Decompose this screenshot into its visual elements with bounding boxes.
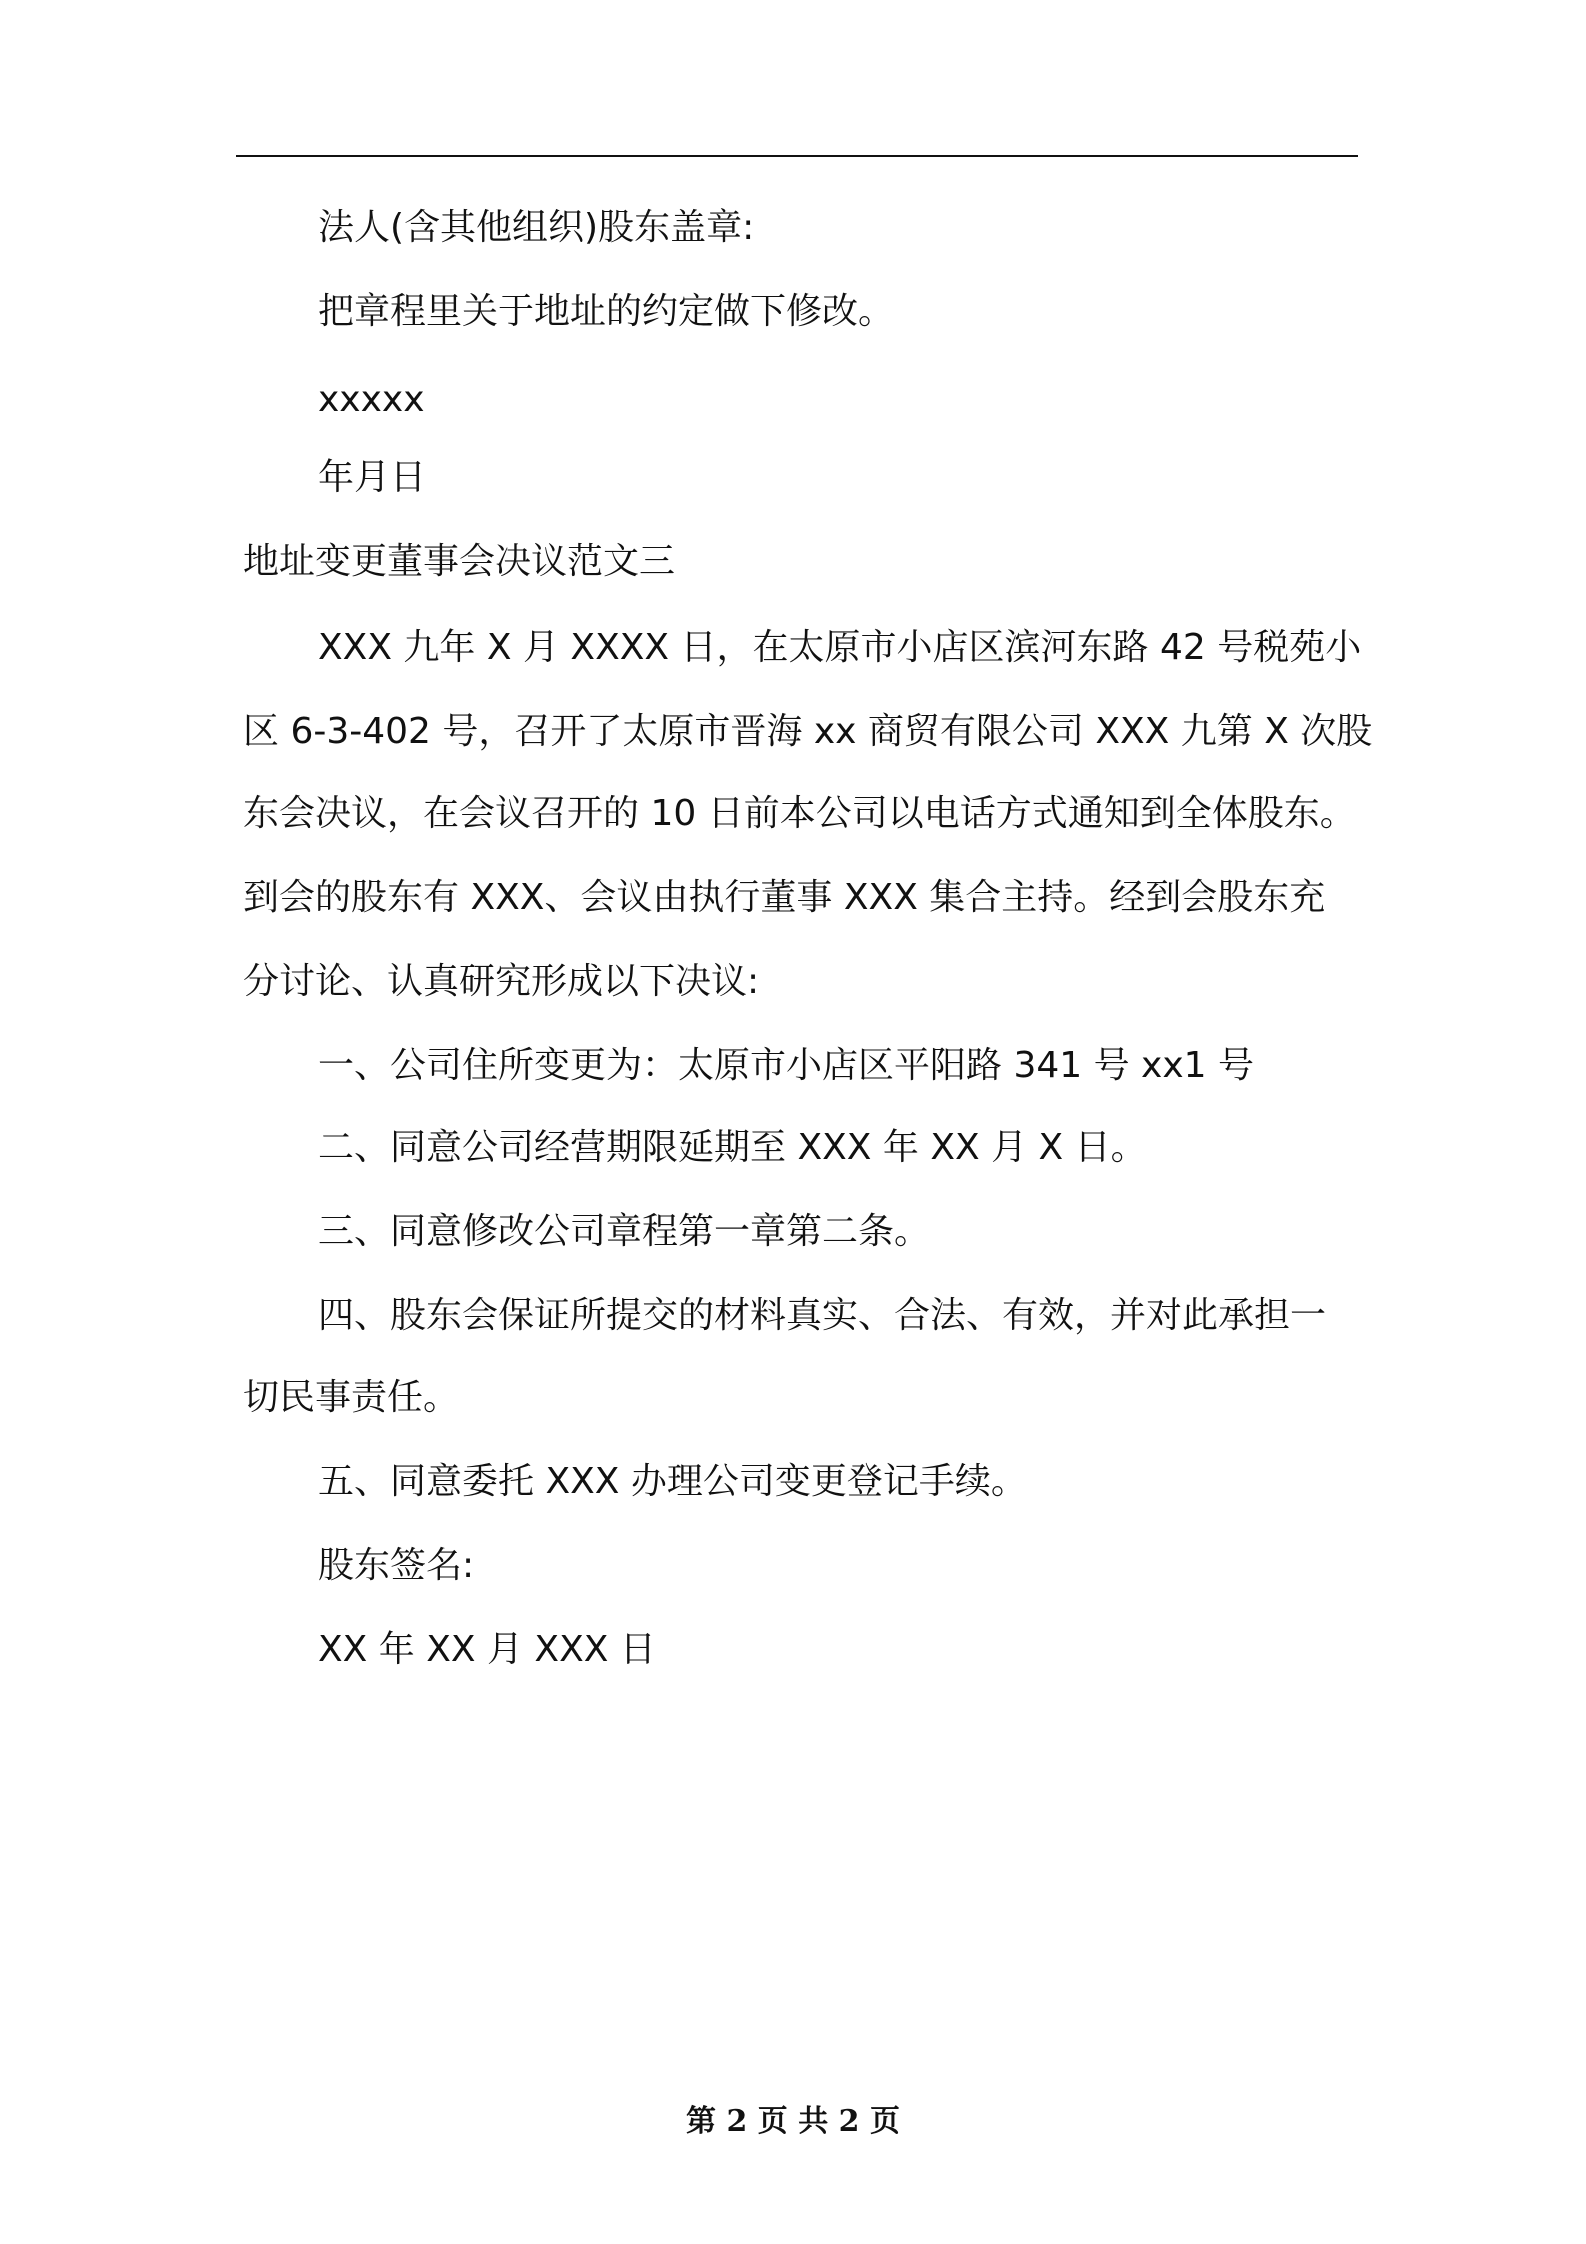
paragraph-line: xxxxx — [318, 379, 425, 420]
date-line: XX 年 XX 月 XXX 日 — [318, 1629, 656, 1670]
resolution-item: 五、同意委托 XXX 办理公司变更登记手续。 — [318, 1461, 1027, 1502]
date-line: 年月日 — [318, 457, 427, 498]
paragraph-line: 区 6-3-402 号，召开了太原市晋海 xx 商贸有限公司 XXX 九第 X 次股 — [243, 711, 1373, 752]
shareholder-seal-line: 法人(含其他组织)股东盖章: — [318, 207, 755, 248]
resolution-item: 二、同意公司经营期限延期至 XXX 年 XX 月 X 日。 — [318, 1127, 1147, 1168]
paragraph-line: 到会的股东有 XXX、会议由执行董事 XXX 集合主持。经到会股东充 — [243, 877, 1326, 918]
resolution-item: 四、股东会保证所提交的材料真实、合法、有效，并对此承担一 — [318, 1295, 1327, 1336]
header-rule — [236, 155, 1358, 157]
resolution-item: 一、公司住所变更为：太原市小店区平阳路 341 号 xx1 号 — [318, 1045, 1255, 1086]
paragraph-line: 东会决议，在会议召开的 10 日前本公司以电话方式通知到全体股东。 — [243, 793, 1356, 834]
page-number: 第 2 页 共 2 页 — [686, 2104, 900, 2139]
paragraph-line: 分讨论、认真研究形成以下决议: — [243, 961, 760, 1002]
paragraph-line: 把章程里关于地址的约定做下修改。 — [318, 291, 895, 332]
signature-label: 股东签名: — [318, 1545, 475, 1586]
section-title: 地址变更董事会决议范文三 — [243, 541, 676, 582]
resolution-item: 切民事责任。 — [243, 1377, 460, 1418]
resolution-item: 三、同意修改公司章程第一章第二条。 — [318, 1211, 931, 1252]
paragraph-line: XXX 九年 X 月 XXXX 日，在太原市小店区滨河东路 42 号税苑小 — [318, 627, 1362, 668]
